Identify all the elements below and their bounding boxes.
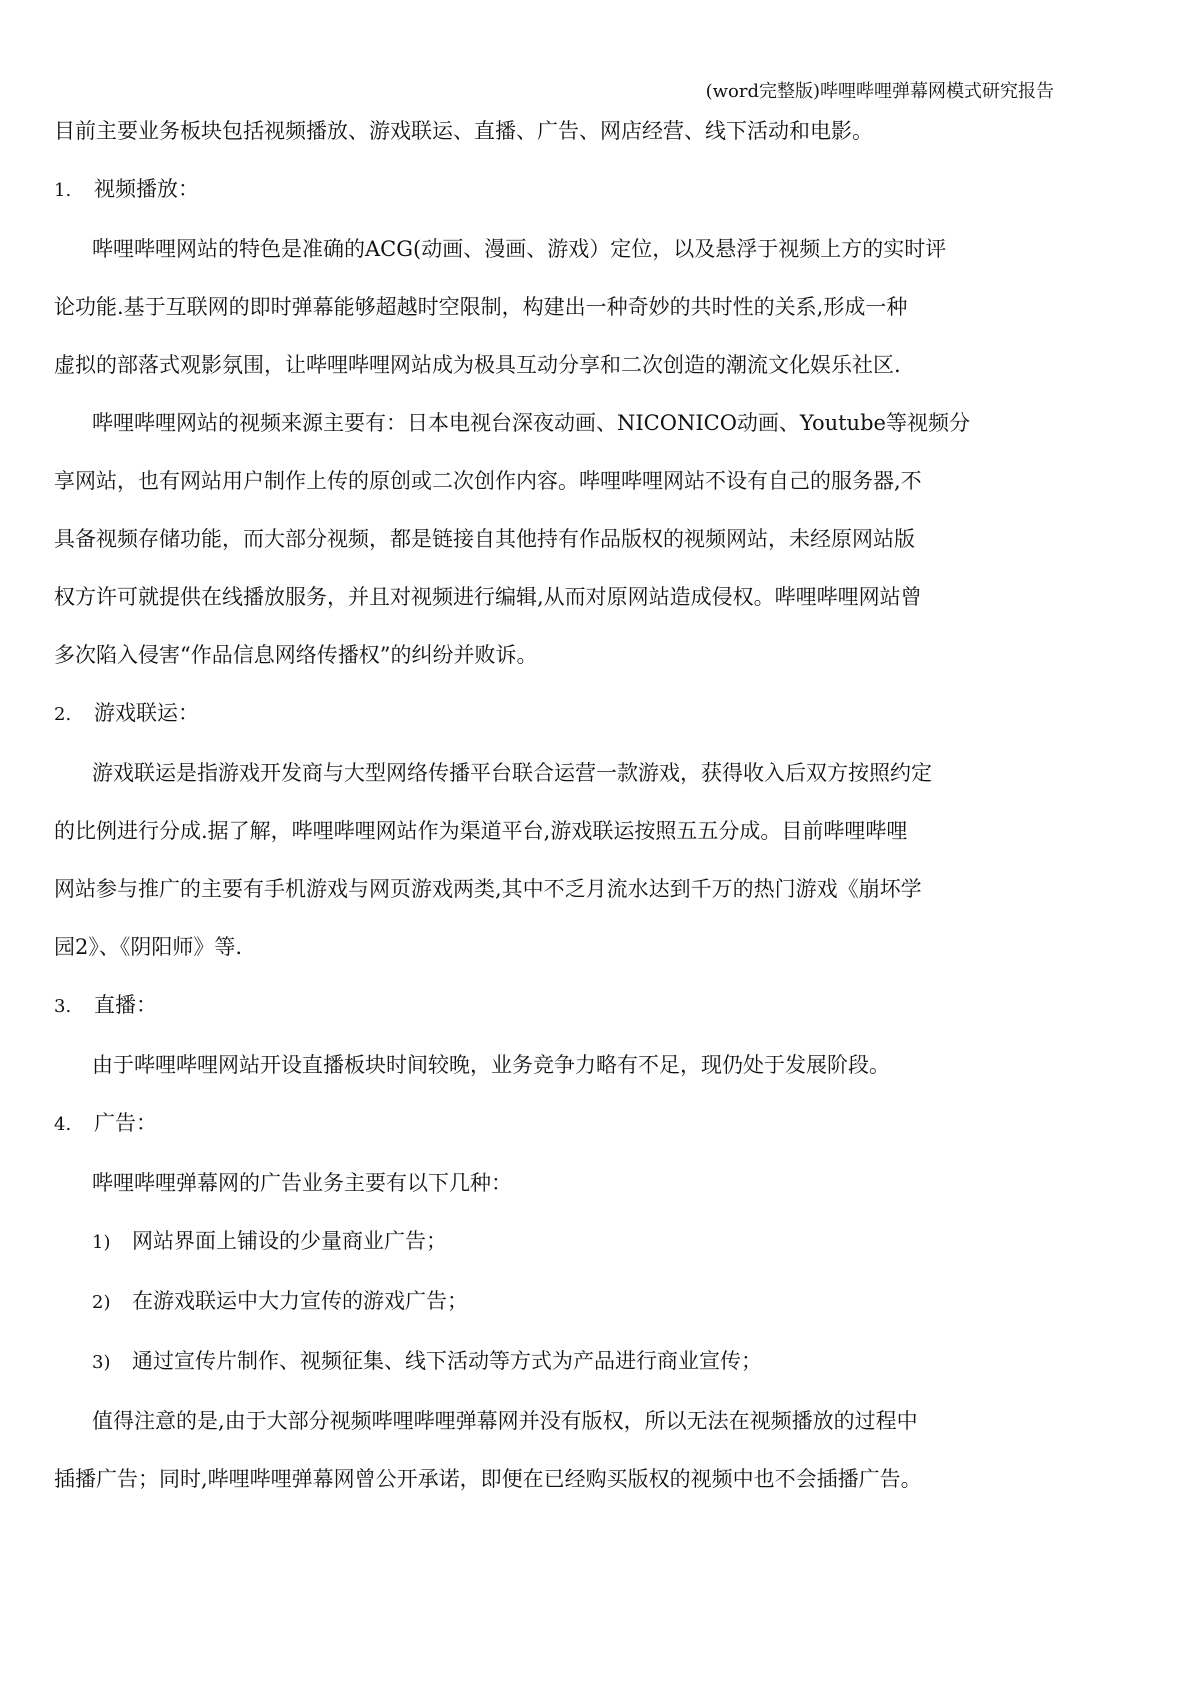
list-item-text: 网站界面上铺设的少量商业广告； <box>132 1229 447 1253</box>
section-number: 3. <box>54 996 72 1017</box>
section-title: 视频播放： <box>94 177 199 201</box>
list-item-number: 3) <box>92 1352 111 1373</box>
section-number: 1. <box>54 180 72 201</box>
paragraph-game-operation <box>54 755 1054 965</box>
list-item <box>54 1283 1054 1321</box>
paragraph-line: 多次陷入侵害“作品信息网络传播权”的纠纷并败诉。 <box>54 643 538 667</box>
paragraph-advertising-intro: 哔哩哔哩弹幕网的广告业务主要有以下几种： <box>92 1171 512 1195</box>
paragraph-line: 虚拟的部落式观影氛围，让哔哩哔哩网站成为极具互动分享和二次创造的潮流文化娱乐社区. <box>54 353 901 377</box>
paragraph-line: 插播广告；同时,哔哩哔哩弹幕网曾公开承诺，即便在已经购买版权的视频中也不会插播广告。 <box>54 1467 922 1491</box>
paragraph-line: 的比例进行分成.据了解，哔哩哔哩网站作为渠道平台,游戏联运按照五五分成。目前哔哩哔哩 <box>54 819 908 843</box>
section-title: 游戏联运： <box>94 701 199 725</box>
section-title: 广告： <box>94 1111 157 1135</box>
list-item-number: 1) <box>92 1232 111 1253</box>
paragraph-line: 论功能.基于互联网的即时弹幕能够超越时空限制，构建出一种奇妙的共时性的关系,形成一种 <box>54 295 908 319</box>
paragraph-line: 具备视频存储功能，而大部分视频，都是链接自其他持有作品版权的视频网站，未经原网站版 <box>54 527 915 551</box>
intro-paragraph: 目前主要业务板块包括视频播放、游戏联运、直播、广告、网店经营、线下活动和电影。 <box>54 119 873 143</box>
paragraph-line: 哔哩哔哩网站的视频来源主要有：日本电视台深夜动画、NICONICO动画、Youtube等视频分 <box>92 411 970 435</box>
paragraph-line: 权方许可就提供在线播放服务，并且对视频进行编辑,从而对原网站造成侵权。哔哩哔哩网站曾 <box>54 585 922 609</box>
section-heading-live-streaming <box>54 987 1054 1025</box>
paragraph-live-streaming <box>54 1047 1054 1083</box>
section-heading-advertising <box>54 1105 1054 1143</box>
list-item-text: 在游戏联运中大力宣传的游戏广告； <box>132 1289 468 1313</box>
paragraph-line: 值得注意的是,由于大部分视频哔哩哔哩弹幕网并没有版权，所以无法在视频播放的过程中 <box>92 1409 918 1433</box>
paragraph-line: 园2》、《阴阳师》等. <box>54 935 243 959</box>
section-number: 4. <box>54 1114 72 1135</box>
list-item <box>54 1343 1054 1381</box>
paragraph-video-features <box>54 231 1054 383</box>
list-item-number: 2) <box>92 1292 111 1313</box>
section-number: 2. <box>54 704 72 725</box>
list-item-text: 通过宣传片制作、视频征集、线下活动等方式为产品进行商业宣传； <box>132 1349 762 1373</box>
section-title: 直播： <box>94 993 157 1017</box>
paragraph-line: 游戏联运是指游戏开发商与大型网络传播平台联合运营一款游戏，获得收入后双方按照约定 <box>92 761 932 785</box>
paragraph-advertising-note <box>54 1403 1054 1497</box>
document-body <box>54 113 1054 1497</box>
page-header-title: (word完整版)哔哩哔哩弹幕网模式研究报告 <box>705 81 1054 102</box>
paragraph-line: 哔哩哔哩网站的特色是准确的ACG(动画、漫画、游戏）定位，以及悬浮于视频上方的实时评 <box>92 237 947 261</box>
paragraph-line: 网站参与推广的主要有手机游戏与网页游戏两类,其中不乏月流水达到千万的热门游戏《崩坏学 <box>54 877 922 901</box>
section-heading-video-playback <box>54 171 1054 209</box>
paragraph-line: 由于哔哩哔哩网站开设直播板块时间较晚，业务竞争力略有不足，现仍处于发展阶段。 <box>92 1053 890 1077</box>
paragraph-line: 享网站，也有网站用户制作上传的原创或二次创作内容。哔哩哔哩网站不设有自己的服务器,不 <box>54 469 922 493</box>
section-heading-game-operation <box>54 695 1054 733</box>
paragraph-video-sources <box>54 405 1054 673</box>
list-item <box>54 1223 1054 1261</box>
